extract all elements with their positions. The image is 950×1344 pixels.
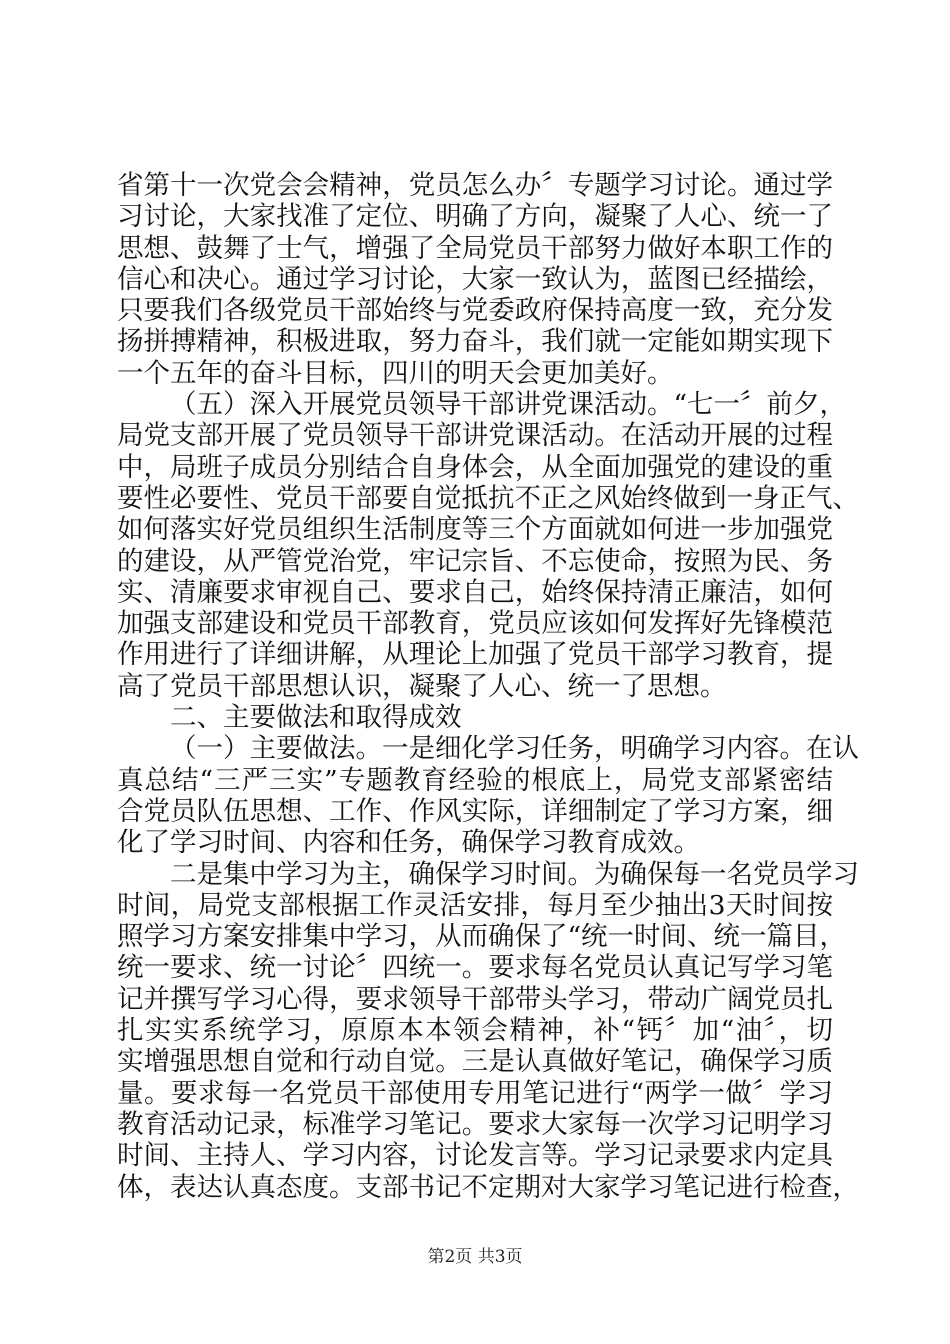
text-line: 实增强思想自觉和行动自觉。三是认真做好笔记，确保学习质 xyxy=(117,1046,833,1078)
text-line: 作用进行了详细讲解，从理论上加强了党员干部学习教育，提 xyxy=(117,639,833,671)
text-line: 统一要求、统一讨论〞四统一。要求每名党员认真记写学习笔 xyxy=(117,952,833,984)
text-line: 加强支部建设和党员干部教育，党员应该如何发挥好先锋模范 xyxy=(117,608,833,640)
section-heading: 二、主要做法和取得成效 xyxy=(170,702,462,734)
text-line: 如何落实好党员组织生活制度等三个方面就如何进一步加强党 xyxy=(117,514,833,546)
text-line: 记并撰写学习心得，要求领导干部带头学习，带动广阔党员扎 xyxy=(117,983,833,1015)
text-line: 一个五年的奋斗目标，四川的明天会更加美好。 xyxy=(117,357,674,389)
text-line: 信心和决心。通过学习讨论，大家一致认为，蓝图已经描绘， xyxy=(117,263,833,295)
text-line: 扬拼搏精神，积极进取，努力奋斗，我们就一定能如期实现下 xyxy=(117,326,833,358)
text-line: 真总结“三严三实”专题教育经验的根底上，局党支部紧密结 xyxy=(117,764,833,796)
text-line: 体，表达认真态度。支部书记不定期对大家学习笔记进行检查， xyxy=(117,1171,859,1203)
text-line: 高了党员干部思想认识，凝聚了人心、统一了思想。 xyxy=(117,670,727,702)
text-line: 照学习方案安排集中学习，从而确保了“统一时间、统一篇目， xyxy=(117,921,847,953)
text-line: 扎实实系统学习，原原本本领会精神，补“钙〞加“油〞，切 xyxy=(117,1015,833,1047)
text-line: 量。要求每一名党员干部使用专用笔记进行“两学一做〞学习 xyxy=(117,1077,833,1109)
text-line: 时间，局党支部根据工作灵活安排，每月至少抽出3天时间按 xyxy=(117,889,833,921)
text-line: 合党员队伍思想、工作、作风实际，详细制定了学习方案，细 xyxy=(117,795,833,827)
text-line: 局党支部开展了党员领导干部讲党课活动。在活动开展的过程 xyxy=(117,420,833,452)
text-line: 只要我们各级党员干部始终与党委政府保持高度一致，充分发 xyxy=(117,295,833,327)
document-body xyxy=(117,170,859,1203)
text-line: 的建设，从严管党治党，牢记宗旨、不忘使命，按照为民、务 xyxy=(117,545,833,577)
page-number-footer: 第2页 共3页 xyxy=(427,1247,523,1267)
text-line: 时间、主持人、学习内容，讨论发言等。学习记录要求内定具 xyxy=(117,1140,833,1172)
text-line: 化了学习时间、内容和任务，确保学习教育成效。 xyxy=(117,827,700,859)
text-line: 实、清廉要求审视自己、要求自己，始终保持清正廉洁，如何 xyxy=(117,576,833,608)
text-line: 习讨论，大家找准了定位、明确了方向，凝聚了人心、统一了 xyxy=(117,201,833,233)
text-line: 教育活动记录，标准学习笔记。要求大家每一次学习记明学习 xyxy=(117,1108,833,1140)
text-line: 二是集中学习为主，确保学习时间。为确保每一名党员学习 xyxy=(170,858,859,890)
text-line: 要性必要性、党员干部要自觉抵抗不正之风始终做到一身正气、 xyxy=(117,482,859,514)
text-line: 中，局班子成员分别结合自身体会，从全面加强党的建设的重 xyxy=(117,451,833,483)
text-line: （一）主要做法。一是细化学习任务，明确学习内容。在认 xyxy=(170,733,859,765)
text-line: 思想、鼓舞了士气，增强了全局党员干部努力做好本职工作的 xyxy=(117,232,833,264)
text-line: （五）深入开展党员领导干部讲党课活动。“七一〞前夕， xyxy=(170,389,847,421)
text-line: 省第十一次党会会精神，党员怎么办〞专题学习讨论。通过学 xyxy=(117,170,833,201)
